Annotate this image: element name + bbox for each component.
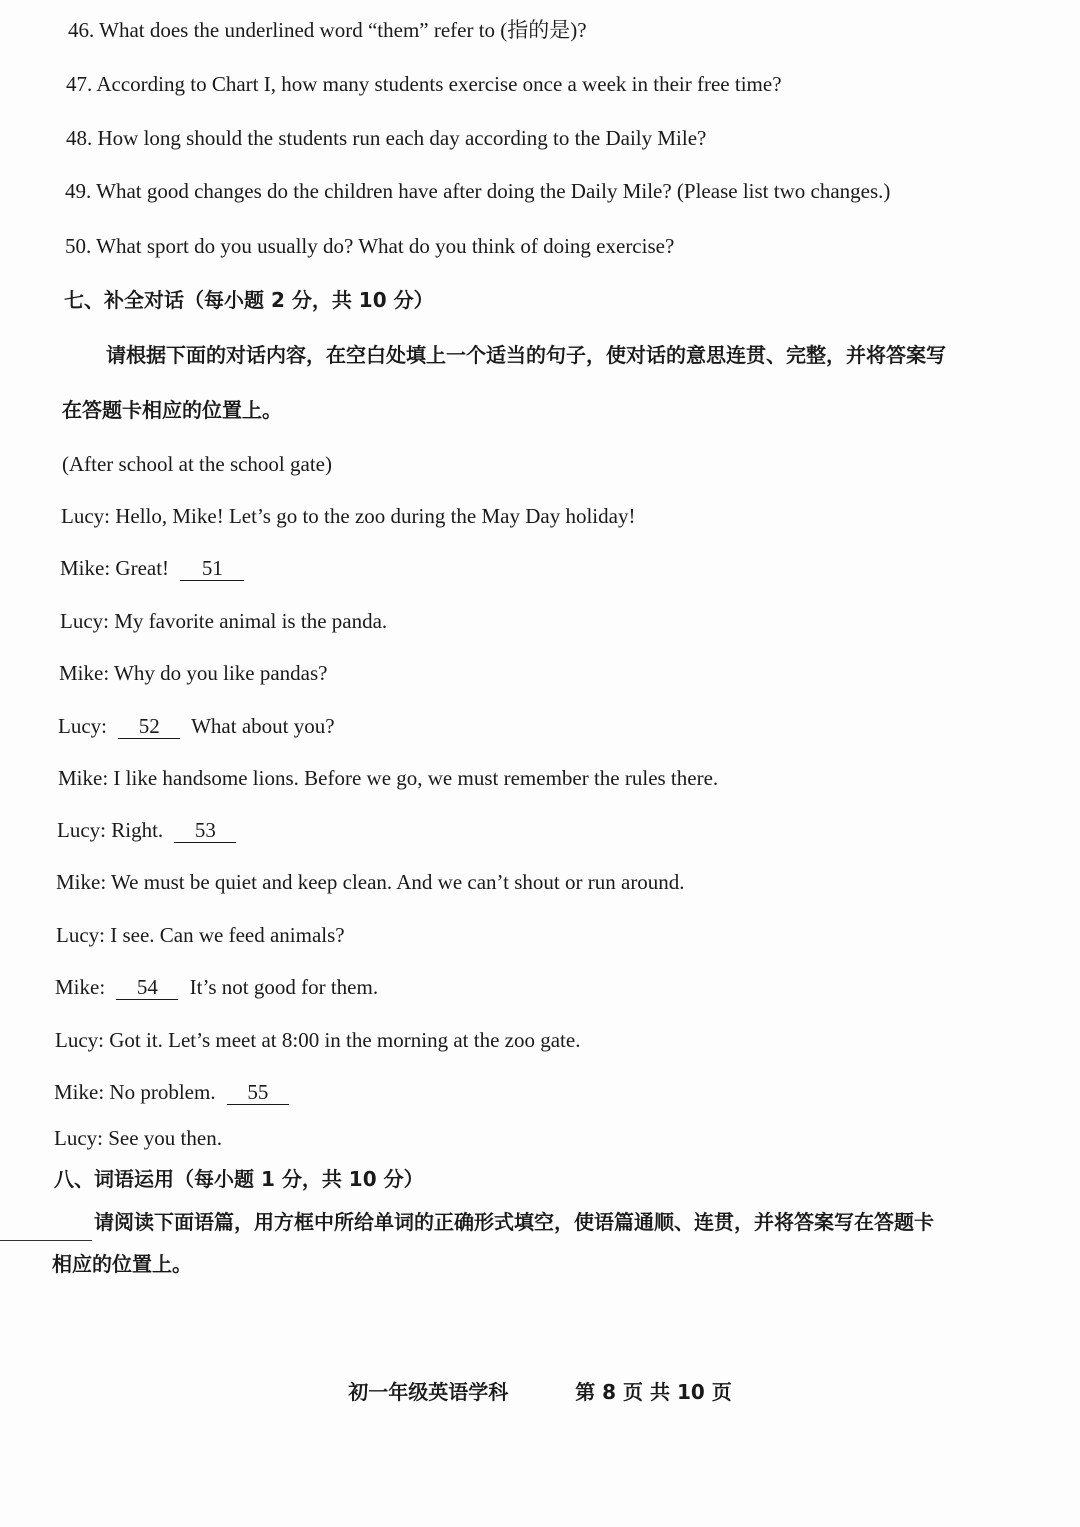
question-text: What good changes do the children have after doing the Daily Mile? (Please list two changes.): [96, 179, 891, 203]
answer-blank-51[interactable]: 51: [180, 556, 244, 581]
dialogue-line: [60, 554, 250, 582]
question-number: 49.: [65, 179, 92, 203]
section-7-heading: 七、补全对话（每小题 2 分，共 10 分）: [64, 288, 434, 312]
dialogue-text: We must be quiet and keep clean. And we can’t shout or run around.: [111, 870, 685, 894]
dialogue-line: [58, 764, 718, 792]
speaker: Lucy:: [54, 1126, 103, 1150]
dialogue-text: No problem.: [109, 1080, 216, 1104]
dialogue-text: Hello, Mike! Let’s go to the zoo during the May Day holiday!: [115, 504, 636, 528]
question-number: 48.: [66, 126, 93, 150]
speaker: Mike:: [54, 1080, 105, 1104]
dialogue-line: [59, 659, 328, 687]
speaker: Lucy:: [58, 714, 107, 738]
speaker: Mike:: [59, 661, 110, 685]
speaker: Lucy:: [61, 504, 110, 528]
question-49: [65, 177, 890, 205]
section-7-instruction-cont: 在答题卡相应的位置上。: [62, 398, 282, 422]
question-text: How long should the students run each day according to the Daily Mile?: [97, 126, 707, 150]
speaker: Lucy:: [55, 1028, 104, 1052]
footer-subject: 初一年级英语学科: [348, 1380, 509, 1404]
dialogue-text: I like handsome lions. Before we go, we must remember the rules there.: [113, 766, 719, 790]
dialogue-line: [58, 712, 335, 740]
question-number: 50.: [65, 234, 92, 258]
dialogue-text: What about you?: [191, 714, 335, 738]
page-footer: [0, 1376, 1080, 1405]
dialogue-text: My favorite animal is the panda.: [114, 609, 388, 633]
dialogue-text: Got it. Let’s meet at 8:00 in the morning at the zoo gate.: [109, 1028, 581, 1052]
section-8-heading: 八、词语运用（每小题 1 分，共 10 分）: [54, 1167, 424, 1191]
dialogue-line: [55, 1026, 580, 1054]
question-46: [68, 16, 587, 44]
speaker: Mike:: [55, 975, 106, 999]
dialogue-line: [61, 502, 635, 530]
section-7-instruction: 请根据下面的对话内容，在空白处填上一个适当的句子，使对话的意思连贯、完整，并将答案写: [106, 343, 946, 367]
answer-blank-54[interactable]: 54: [116, 975, 178, 1000]
dialogue-line: [60, 607, 387, 635]
dialogue-line: [56, 921, 345, 949]
dialogue-text: See you then.: [108, 1126, 222, 1150]
dialogue-text: Right.: [111, 818, 164, 842]
speaker: Mike:: [58, 766, 109, 790]
dialogue-line: [56, 868, 685, 896]
dialogue-text: I see. Can we feed animals?: [110, 923, 345, 947]
speaker: Mike:: [60, 556, 111, 580]
scan-edge-line: [0, 1240, 92, 1241]
footer-page-number: 第 8 页 共 10 页: [575, 1380, 732, 1404]
answer-blank-53[interactable]: 53: [174, 818, 236, 843]
answer-blank-52[interactable]: 52: [118, 714, 180, 739]
dialogue-line: [55, 973, 378, 1001]
speaker: Mike:: [56, 870, 107, 894]
question-number: 47.: [66, 72, 93, 96]
section-8-instruction-cont: 相应的位置上。: [52, 1252, 192, 1276]
answer-blank-55[interactable]: 55: [227, 1080, 289, 1105]
question-48: [66, 124, 706, 152]
dialogue-text: Why do you like pandas?: [114, 661, 328, 685]
speaker: Lucy:: [60, 609, 109, 633]
question-number: 46.: [68, 18, 95, 42]
question-text: What sport do you usually do? What do you think of doing exercise?: [96, 234, 675, 258]
question-47: [66, 70, 782, 98]
speaker: Lucy:: [57, 818, 106, 842]
dialogue-line: [57, 816, 242, 844]
question-text: According to Chart I, how many students exercise once a week in their free time?: [96, 72, 782, 96]
dialogue-text: Great!: [115, 556, 170, 580]
speaker: Lucy:: [56, 923, 105, 947]
dialogue-line: [54, 1124, 222, 1152]
question-50: [65, 232, 674, 260]
dialogue-line: [54, 1078, 295, 1106]
question-text: What does the underlined word “them” refer to (指的是)?: [99, 18, 587, 42]
dialogue-scene: (After school at the school gate): [62, 452, 332, 476]
section-8-instruction: 请阅读下面语篇，用方框中所给单词的正确形式填空，使语篇通顺、连贯，并将答案写在答题卡: [94, 1210, 934, 1234]
dialogue-text: It’s not good for them.: [189, 975, 379, 999]
